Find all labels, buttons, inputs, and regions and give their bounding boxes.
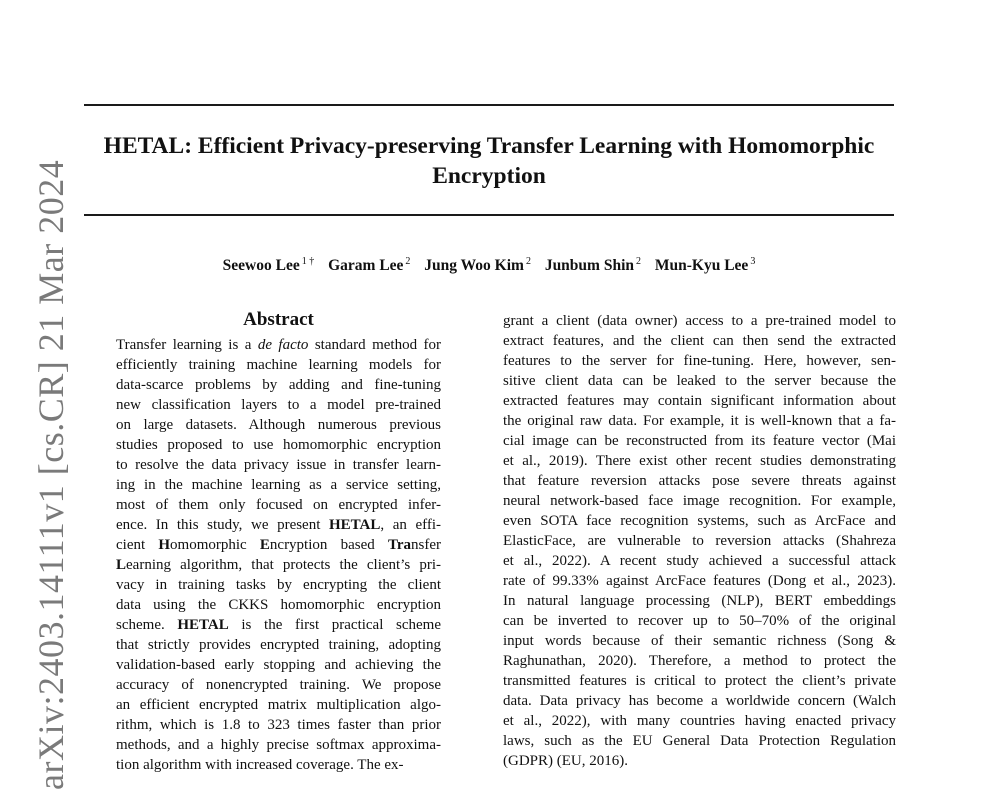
- text-span: ing in the machine learning as a service setting,: [116, 477, 441, 493]
- author: Jung Woo Kim $^2$: [424, 256, 531, 274]
- text-span: can be inverted to recover up to 50–70% of the original: [503, 613, 896, 629]
- text-line: [116, 675, 441, 695]
- text-line: [503, 371, 896, 391]
- text-line: [116, 575, 441, 595]
- text-line: [503, 471, 896, 491]
- text-line: [116, 455, 441, 475]
- text-span: validation-based early stopping and achieving the: [116, 657, 441, 673]
- text-line: [503, 651, 896, 671]
- text-span: that feature reversion attacks pose severe threats against: [503, 473, 896, 489]
- text-line: [116, 555, 441, 575]
- text-span: nsfer: [411, 537, 442, 553]
- text-span: earning algorithm, that protects the client’s pri-: [126, 557, 441, 573]
- text-span: rate of 99.33% against ArcFace features (Dong et al., 2023).: [503, 573, 896, 589]
- text-span: efficiently training machine learning models for: [116, 357, 441, 373]
- author: Seewoo Lee $^{1 \dagger}$: [222, 256, 315, 274]
- text-span: neural network-based face image recognition. For example,: [503, 493, 896, 509]
- text-line: [116, 495, 441, 515]
- text-line: [116, 515, 441, 535]
- text-line: [116, 375, 441, 395]
- text-span: , an effi-: [380, 517, 442, 533]
- text-line: [503, 391, 896, 411]
- text-span: cient: [116, 537, 159, 553]
- text-line: [116, 395, 441, 415]
- text-span: omomorphic: [170, 537, 260, 553]
- text-line: [503, 311, 896, 331]
- text-span: tion algorithm with increased coverage. The ex-: [116, 757, 404, 773]
- text-span: data using the CKKS homomorphic encryption: [116, 597, 441, 613]
- text-line: [503, 631, 896, 651]
- text-span: HETAL: [328, 517, 381, 533]
- text-line: [503, 511, 896, 531]
- text-span: (GDPR) (EU, 2016).: [503, 753, 628, 769]
- text-line: [116, 355, 441, 375]
- text-span: data-scarce problems by adding and fine-tuning: [116, 377, 441, 393]
- text-span: ence. In this study, we present: [116, 517, 329, 533]
- abstract-body: [116, 335, 441, 775]
- text-span: standard method for: [308, 337, 441, 353]
- text-line: [116, 615, 441, 635]
- text-line: [116, 695, 441, 715]
- text-span: laws, such as the EU General Data Protection Regulation: [503, 733, 896, 749]
- arxiv-stamp: arXiv:2403.14111v1 [cs.CR] 21 Mar 2024: [31, 159, 71, 790]
- text-line: [503, 611, 896, 631]
- text-span: input words because of their semantic richness (Song &: [503, 633, 896, 649]
- text-line: [503, 591, 896, 611]
- author: Junbum Shin $^2$: [544, 256, 641, 274]
- text-span: even SOTA face recognition systems, such as ArcFace and: [503, 513, 896, 529]
- text-line: [503, 551, 896, 571]
- text-line: [116, 535, 441, 555]
- text-line: [116, 635, 441, 655]
- text-line: [503, 571, 896, 591]
- text-span: E: [259, 537, 270, 553]
- text-line: [503, 331, 896, 351]
- text-span: that strictly provides encrypted training, adopting: [116, 637, 441, 653]
- author: Garam Lee $^2$: [328, 256, 411, 274]
- text-span: features to the server for fine-tuning. Here, however, sen-: [503, 353, 896, 369]
- text-span: Raghunathan, 2020). Therefore, a method to protect the: [503, 653, 896, 669]
- text-span: extract features, and the client can then send the extracted: [503, 333, 896, 349]
- text-line: [116, 475, 441, 495]
- text-line: [503, 731, 896, 751]
- text-span: ElasticFace, are vulnerable to reversion attacks (Shahreza: [503, 533, 896, 549]
- top-rule: [84, 104, 894, 106]
- text-line: [503, 411, 896, 431]
- text-span: new classification layers to a model pre-trained: [116, 397, 441, 413]
- text-span: H: [158, 537, 171, 553]
- text-line: [116, 715, 441, 735]
- text-span: Tra: [387, 537, 412, 553]
- intro-body: [503, 311, 896, 771]
- text-span: is the first practical scheme: [228, 617, 441, 633]
- text-span: studies proposed to use homomorphic encryption: [116, 437, 441, 453]
- text-span: et al., 2022). A recent study achieved a successful attack: [503, 553, 896, 569]
- text-line: [503, 711, 896, 731]
- text-span: sitive client data can be leaked to the server because the: [503, 373, 896, 389]
- text-line: [116, 755, 441, 775]
- text-line: [116, 415, 441, 435]
- text-line: [503, 671, 896, 691]
- text-line: [116, 595, 441, 615]
- text-span: ncryption based: [269, 537, 388, 553]
- text-span: et al., 2019). There exist other recent studies demonstrating: [503, 453, 896, 469]
- text-line: [503, 351, 896, 371]
- text-line: [503, 431, 896, 451]
- text-span: accuracy of nonencrypted training. We propose: [116, 677, 441, 693]
- text-span: et al., 2022), with many countries having enacted privacy: [503, 713, 896, 729]
- paper-title: [84, 131, 894, 191]
- text-line: [503, 531, 896, 551]
- title-line: HETAL: Efficient Privacy-preserving Transfer Learning with Homomorphic: [103, 133, 875, 159]
- text-line: [116, 335, 441, 355]
- text-span: scheme.: [116, 617, 178, 633]
- text-span: grant a client (data owner) access to a pre-trained model to: [503, 313, 896, 329]
- text-span: Transfer learning is a: [116, 337, 258, 353]
- text-span: L: [116, 557, 127, 573]
- text-span: most of them only focused on encrypted infer-: [116, 497, 441, 513]
- text-span: cial image can be reconstructed from its feature vector (Mai: [503, 433, 896, 449]
- text-line: [503, 451, 896, 471]
- bottom-rule: [84, 214, 894, 216]
- text-span: to resolve the data privacy issue in transfer learn-: [116, 457, 441, 473]
- text-span: HETAL: [177, 617, 229, 633]
- author-list: [84, 252, 894, 276]
- text-line: [503, 491, 896, 511]
- title-line: Encryption: [432, 163, 546, 189]
- text-span: extracted features may contain significant information about: [503, 393, 896, 409]
- text-span: vacy in training tasks by encrypting the client: [116, 577, 441, 593]
- text-span: methods, and a highly precise softmax approxima-: [116, 737, 441, 753]
- text-span: rithm, which is 1.8 to 323 times faster than prior: [116, 717, 441, 733]
- text-line: [503, 691, 896, 711]
- text-span: de facto: [257, 337, 309, 353]
- text-line: [116, 655, 441, 675]
- text-span: transmitted features is critical to protect the client’s private: [503, 673, 896, 689]
- text-line: [116, 435, 441, 455]
- text-line: [503, 751, 896, 771]
- text-span: In natural language processing (NLP), BERT embeddings: [503, 593, 896, 609]
- text-span: the original raw data. For example, it is well-known that a fa-: [503, 413, 896, 429]
- text-span: an efficient encrypted matrix multiplication algo-: [116, 697, 441, 713]
- author: Mun-Kyu Lee $^3$: [654, 256, 756, 274]
- abstract-heading: Abstract: [243, 309, 314, 330]
- text-span: on large datasets. Although numerous previous: [116, 417, 441, 433]
- text-span: data. Data privacy has become a worldwide concern (Walch: [503, 693, 896, 709]
- text-line: [116, 735, 441, 755]
